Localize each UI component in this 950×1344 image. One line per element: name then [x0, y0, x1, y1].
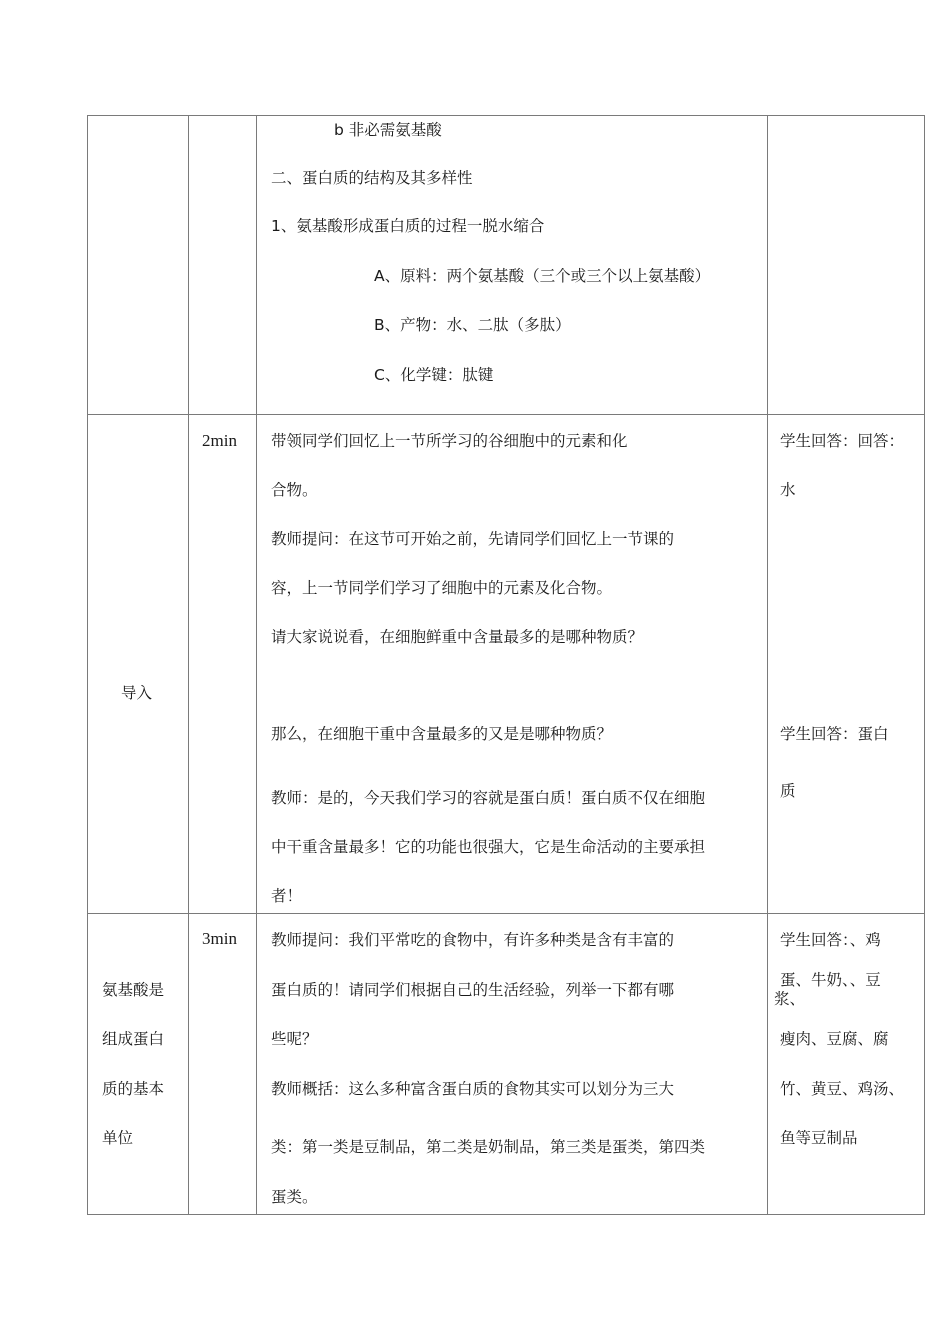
time-label: 2min	[202, 431, 237, 450]
content-line: B、产物：水、二肽（多肽）	[374, 316, 571, 334]
student-response: 水	[780, 481, 796, 499]
time-label: 3min	[202, 929, 237, 948]
content-line: 1、氨基酸形成蛋白质的过程一脱水缩合	[271, 217, 545, 235]
student-response: 蛋、牛奶、、豆	[780, 971, 881, 989]
table-border-right	[924, 115, 925, 1215]
stage-label: 导入	[121, 684, 153, 702]
content-line: A、原料：两个氨基酸（三个或三个以上氨基酸）	[374, 267, 711, 285]
content-line: 蛋类。	[271, 1188, 318, 1206]
student-response: 浆、	[774, 990, 806, 1008]
content-line: 教师概括：这么多种富含蛋白质的食物其实可以划分为三大	[271, 1080, 675, 1098]
row-divider-2	[87, 913, 925, 914]
stage-label: 组成蛋白	[102, 1030, 165, 1048]
row-divider-1	[87, 414, 925, 415]
student-response: 学生回答：蛋白	[780, 725, 889, 743]
content-line: 带领同学们回忆上一节所学习的谷细胞中的元素和化	[271, 432, 628, 450]
column-divider-2	[256, 115, 257, 1215]
content-line: 蛋白质的！请同学们根据自己的生活经验，列举一下都有哪	[271, 981, 675, 999]
stage-label: 单位	[102, 1129, 134, 1147]
content-line: 请大家说说看，在细胞鲜重中含量最多的是哪种物质？	[271, 628, 644, 646]
content-line: 些呢？	[271, 1030, 318, 1048]
stage-label: 氨基酸是	[102, 981, 165, 999]
student-response: 学生回答：回答：	[780, 432, 905, 450]
student-response: 质	[780, 782, 796, 800]
content-line: 二、蛋白质的结构及其多样性	[271, 169, 473, 187]
stage-label: 质的基本	[102, 1080, 165, 1098]
content-line: 教师提问：我们平常吃的食物中，有许多种类是含有丰富的	[271, 931, 675, 949]
content-line: 容，上一节同学们学习了细胞中的元素及化合物。	[271, 579, 613, 597]
content-line: 合物。	[271, 481, 318, 499]
content-line: 类：第一类是豆制品，第二类是奶制品，第三类是蛋类，第四类	[271, 1138, 706, 1156]
table-border-left	[87, 115, 88, 1215]
content-line: 教师提问：在这节可开始之前，先请同学们回忆上一节课的	[271, 530, 675, 548]
content-line: 教师：是的，今天我们学习的容就是蛋白质！蛋白质不仅在细胞	[271, 789, 706, 807]
content-line: 中干重含量最多！它的功能也很强大，它是生命活动的主要承担	[271, 838, 706, 856]
table-border-top	[87, 115, 925, 116]
student-response: 竹、黄豆、鸡汤、	[780, 1080, 905, 1098]
column-divider-1	[188, 115, 189, 1215]
student-response: 鱼等豆制品	[780, 1129, 858, 1147]
table-border-bottom	[87, 1214, 925, 1215]
student-response: 学生回答：、鸡	[780, 931, 881, 949]
column-divider-3	[767, 115, 768, 1215]
content-line: b 非必需氨基酸	[334, 121, 442, 139]
content-line: 者！	[271, 887, 303, 905]
content-line: C、化学键：肽键	[374, 366, 494, 384]
content-line: 那么，在细胞干重中含量最多的又是是哪种物质？	[271, 725, 613, 743]
student-response: 瘦肉、豆腐、腐	[780, 1030, 889, 1048]
